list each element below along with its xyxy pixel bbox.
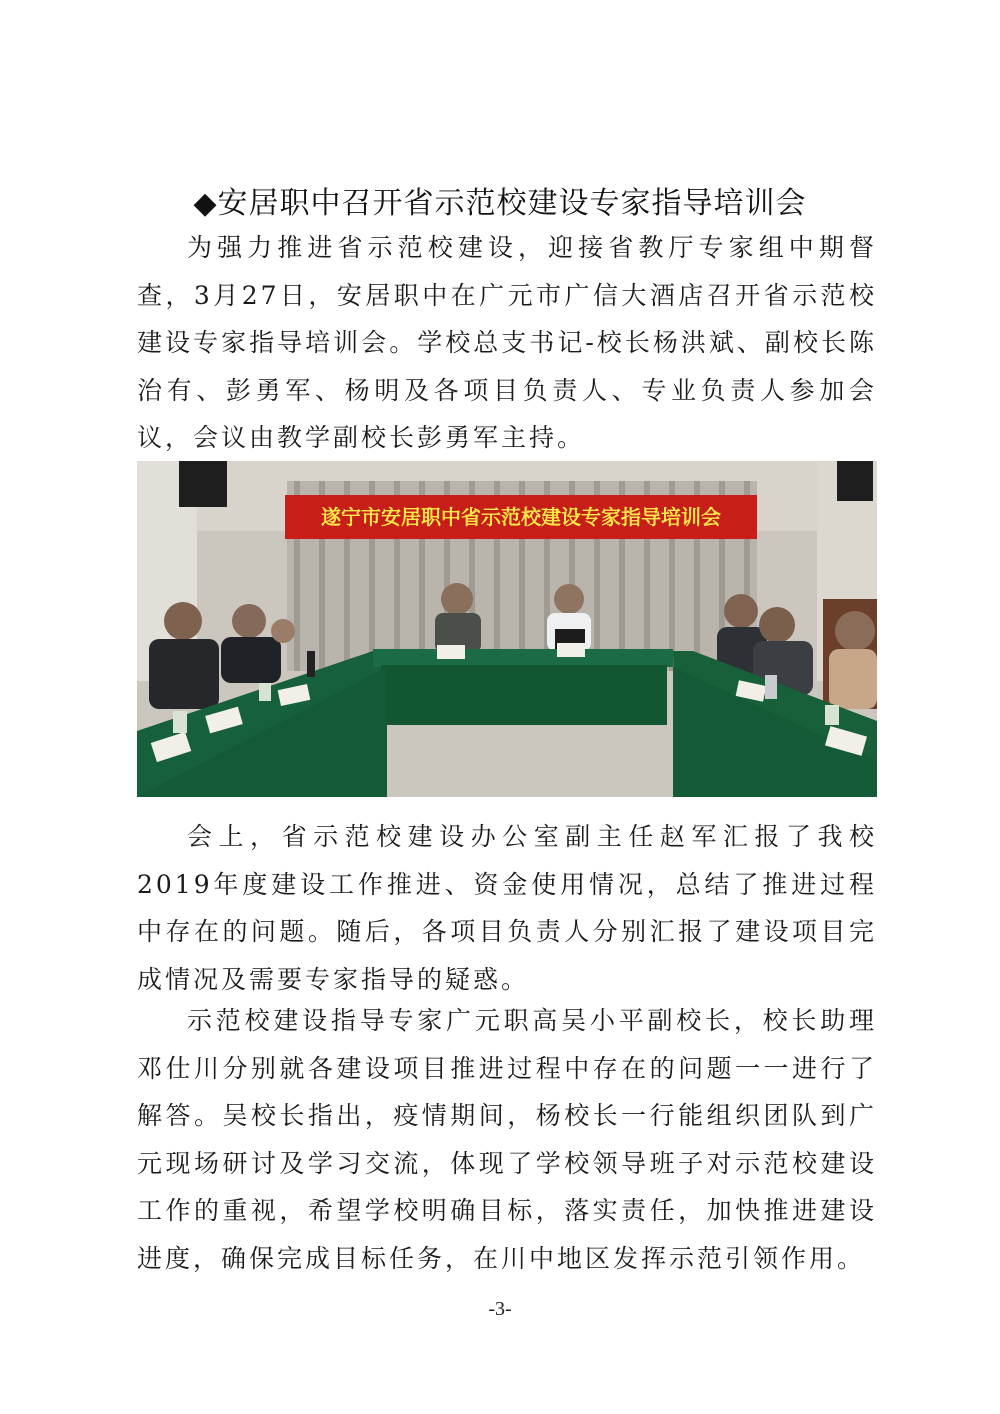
page-number: -3- — [488, 1298, 512, 1320]
paragraph-intro: 为强力推进省示范校建设，迎接省教厅专家组中期督查，3月27日，安居职中在广元市广信大酒店召开省示范校建设专家指导培训会。学校总支书记-校长杨洪斌、副校长陈治有、彭勇军、杨明及各项目负责人、专业负责人参加会议，会议由教学副校长彭勇军主持。 — [137, 233, 877, 452]
meeting-photo — [137, 461, 877, 797]
banner-text: 遂宁市安居职中省示范校建设专家指导培训会 — [321, 505, 721, 529]
article-title: ◆安居职中召开省示范校建设专家指导培训会 — [193, 186, 807, 221]
speaker-left-icon — [179, 461, 227, 507]
paragraph-expert: 示范校建设指导专家广元职高吴小平副校长，校长助理邓仕川分别就各建设项目推进过程中存在的问题一一进行了解答。吴校长指出，疫情期间，杨校长一行能组织团队到广元现场研讨及学习交流，体现了学校领导班子对示范校建设工作的重视，希望学校明确目标，落实责任，加快推进建设进度，确保完成目标任务，在川中地区发挥示范引领作用。 — [137, 1006, 877, 1273]
paragraph-report: 会上，省示范校建设办公室副主任赵军汇报了我校2019年度建设工作推进、资金使用情况，总结了推进过程中存在的问题。随后，各项目负责人分别汇报了建设项目完成情况及需要专家指导的疑惑。 — [137, 822, 877, 994]
speaker-right-icon — [837, 461, 873, 501]
